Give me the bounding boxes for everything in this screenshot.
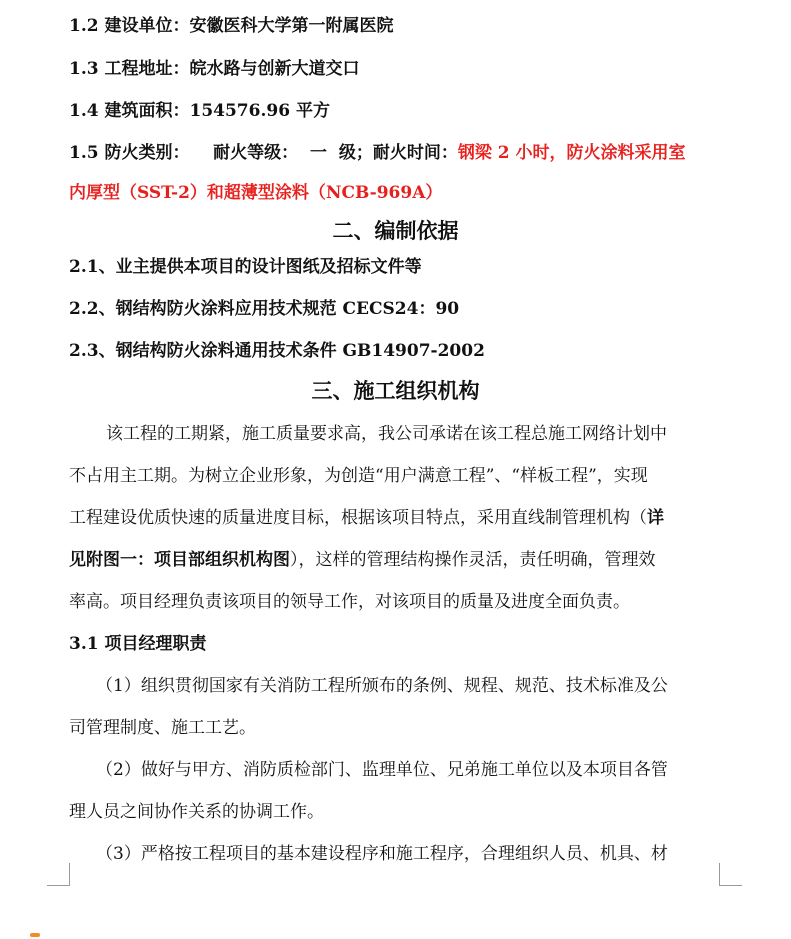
page-margin-corner-right xyxy=(719,863,742,886)
basis-item-2: 2.2、钢结构防火涂料应用技术规范 CECS24：90 xyxy=(69,299,460,319)
construction-unit-line: 1.2 建设单位：安徽医科大学第一附属医院 xyxy=(69,16,394,36)
paragraph-line-4-text: ），这样的管理结构操作灵活，责任明确，管理效 xyxy=(290,550,656,570)
basis-item-1: 2.1、业主提供本项目的设计图纸及招标文件等 xyxy=(69,257,422,277)
duty-3-line-1: （3）严格按工程项目的基本建设程序和施工程序，合理组织人员、机具、材 xyxy=(96,844,668,864)
page-margin-corner-left xyxy=(47,863,70,886)
fire-class-line xyxy=(69,142,686,164)
figure-reference-start: 详 xyxy=(647,508,664,528)
basis-item-3: 2.3、钢结构防火涂料通用技术条件 GB14907-2002 xyxy=(69,341,485,361)
section2-heading: 二、编制依据 xyxy=(332,218,459,243)
subsection-heading: 3.1 项目经理职责 xyxy=(69,634,207,654)
paragraph-line-2: 不占用主工期。为树立企业形象，为创造“用户满意工程”、“样板工程”，实现 xyxy=(69,466,648,486)
fire-class-label: 1.5 防火类别： 耐火等级： 一 级；耐火时间： xyxy=(69,143,458,163)
duty-1-line-2: 司管理制度、施工工艺。 xyxy=(69,718,256,738)
duty-2-line-2: 理人员之间协作关系的协调工作。 xyxy=(69,802,324,822)
paragraph-line-3-text: 工程建设优质快速的质量进度目标，根据该项目特点，采用直线制管理机构（ xyxy=(69,508,647,528)
duty-1-line-1: （1）组织贯彻国家有关消防工程所颁布的条例、规程、规范、技术标准及公 xyxy=(96,676,668,696)
section3-heading: 三、施工组织机构 xyxy=(311,378,480,403)
building-area-line: 1.4 建筑面积：154576.96 平方 xyxy=(69,101,330,121)
fire-resistance-time: 钢梁 2 小时，防火涂料采用室 xyxy=(457,143,686,163)
duty-2-line-1: （2）做好与甲方、消防质检部门、监理单位、兄弟施工单位以及本项目各管 xyxy=(96,760,668,780)
paragraph-line-1: 该工程的工期紧，施工质量要求高，我公司承诺在该工程总施工网络计划中 xyxy=(106,424,667,444)
figure-reference: 见附图一：项目部组织机构图 xyxy=(69,550,290,570)
project-address-line: 1.3 工程地址：皖水路与创新大道交口 xyxy=(69,59,360,79)
paragraph-line-4 xyxy=(69,549,656,571)
fire-coating-types-line: 内厚型（SST-2）和超薄型涂料（NCB-969A） xyxy=(69,183,443,203)
paragraph-line-3 xyxy=(69,507,664,529)
paragraph-line-5: 率高。项目经理负责该项目的领导工作，对该项目的质量及进度全面负责。 xyxy=(69,592,630,612)
orange-marker-icon xyxy=(30,933,40,937)
